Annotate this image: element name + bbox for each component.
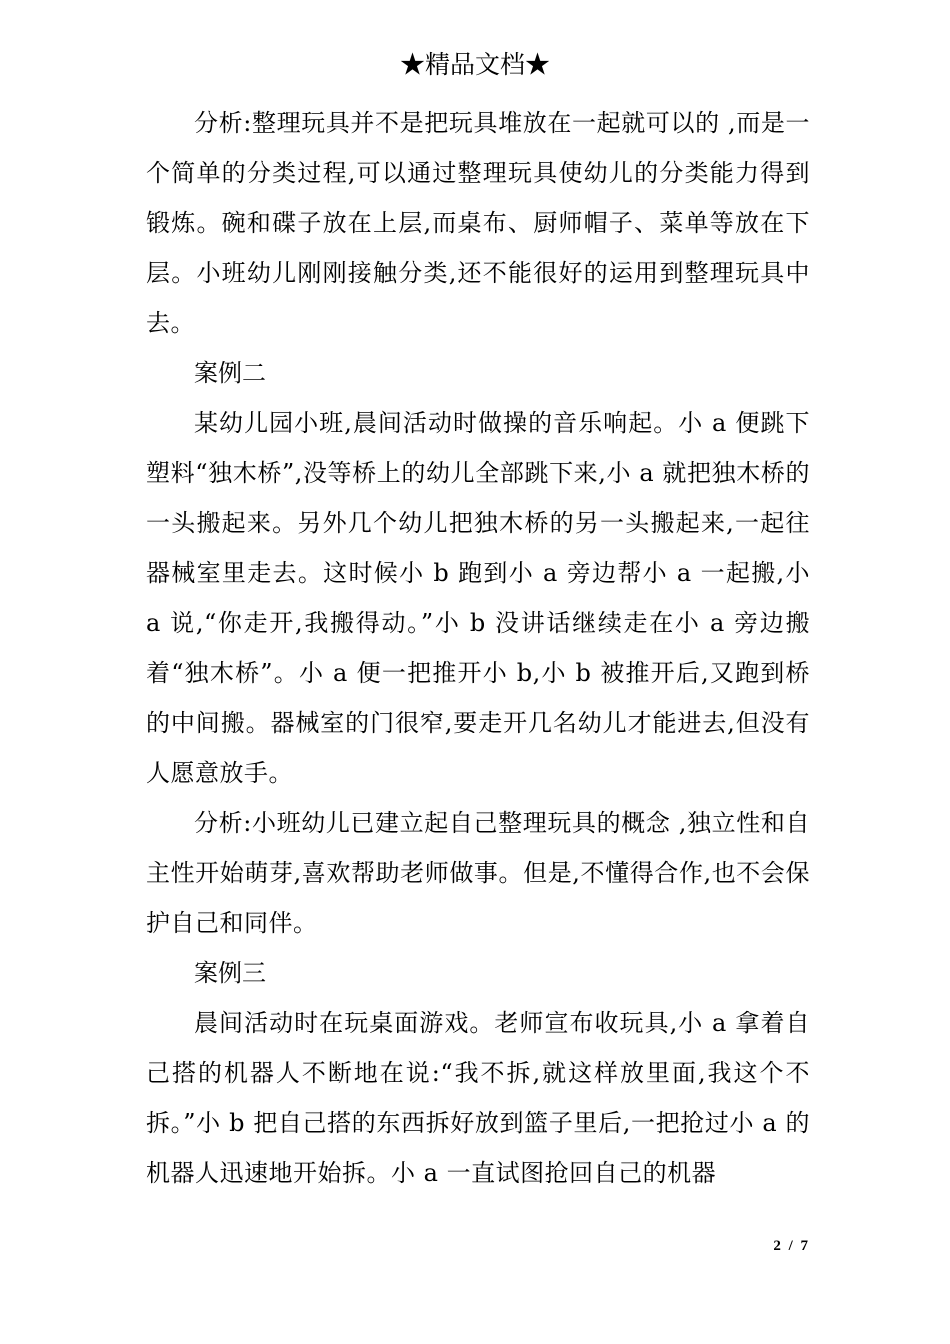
page-number: 2 / 7 [773,1238,810,1254]
paragraph-analysis-2: 分析:小班幼儿已建立起自己整理玩具的概念 ,独立性和自主性开始萌芽,喜欢帮助老师做事。但是,不懂得合作,也不会保护自己和同伴。 [146,809,810,937]
paragraph-case-2: 某幼儿园小班,晨间活动时做操的音乐响起。小 a 便跳下塑料“独木桥”,没等桥上的幼儿全部跳下来,小 a 就把独木桥的一头搬起来。另外几个幼儿把独木桥的另一头搬起来,一起往器械室里走去。这时候小 b 跑到小 a 旁边帮小 a 一起搬,小 a 说,“你走开,我搬得动。”小 b 没讲话继续走在小 a 旁边搬着“独木桥”。小 a 便一把推开小 b,小 b 被推开后,又跑到桥的中间搬。器械室的门很窄,要走开几名幼儿才能进去,但没有人愿意放手。 [146,409,810,787]
document-body [146,98,810,1198]
case-heading-3: 案例三 [194,959,266,987]
document-header: ★精品文档★ [399,50,550,79]
case-heading-2: 案例二 [194,359,266,387]
paragraph-case-3: 晨间活动时在玩桌面游戏。老师宣布收玩具,小 a 拿着自己搭的机器人不断地在说:“我不拆,就这样放里面,我这个不拆。”小 b 把自己搭的东西拆好放到篮子里后,一把抢过小 a 的机器人迅速地开始拆。小 a 一直试图抢回自己的机器 [146,1009,810,1187]
paragraph-analysis-1: 分析:整理玩具并不是把玩具堆放在一起就可以的 ,而是一个简单的分类过程,可以通过整理玩具使幼儿的分类能力得到锻炼。碗和碟子放在上层,而桌布、厨师帽子、菜单等放在下层。小班幼儿刚刚接触分类,还不能很好的运用到整理玩具中去。 [146,109,810,337]
